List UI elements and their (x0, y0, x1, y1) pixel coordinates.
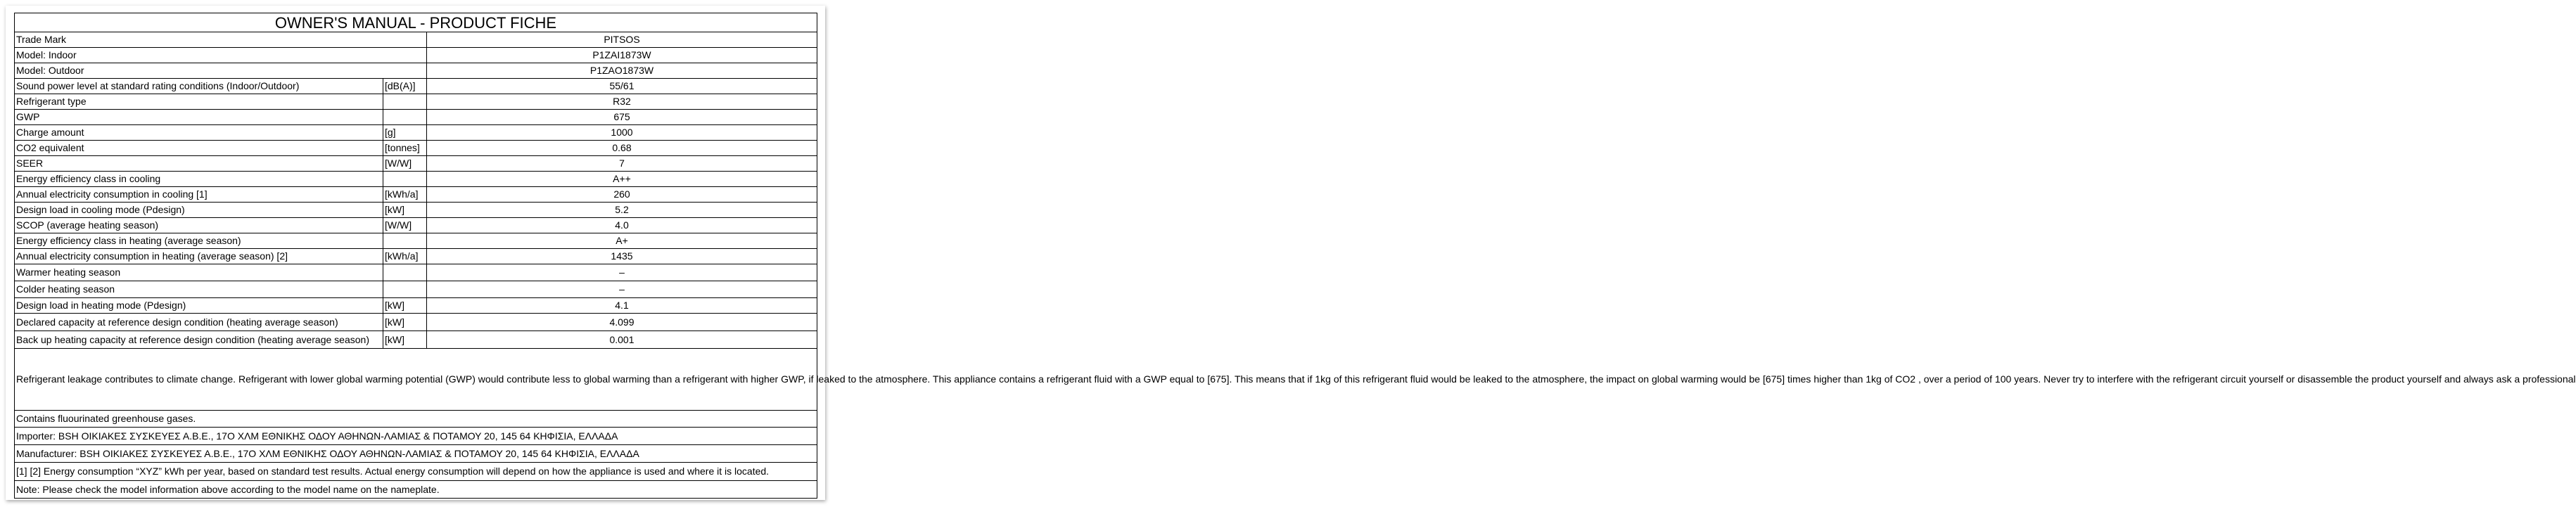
note-row (15, 445, 817, 463)
row-unit: [kWh/a] (383, 187, 427, 203)
row-unit: [kW] (383, 298, 427, 314)
row-value: A++ (427, 172, 817, 187)
row-label: Design load in heating mode (Pdesign) (15, 298, 383, 314)
row-value: – (427, 281, 817, 298)
row-label: Annual electricity consumption in cooling [1] (15, 187, 383, 203)
row-value: 0.001 (427, 331, 817, 349)
row-unit: [dB(A)] (383, 79, 427, 94)
table-row (15, 218, 817, 233)
row-value: 4.099 (427, 314, 817, 331)
row-value: 0.68 (427, 141, 817, 156)
row-label: Back up heating capacity at reference design condition (heating average season) (15, 331, 383, 349)
table-row (15, 249, 817, 264)
manufacturer-info: Manufacturer: BSH ΟΙΚΙΑΚΕΣ ΣΥΣΚΕΥΕΣ Α.Β.Ε., 17Ο ΧΛΜ ΕΘΝΙΚΗΣ ΟΔΟΥ ΑΘΗΝΩΝ-ΛΑΜΙΑΣ & ΠΟΤΑΜΟΥ 20, 145 64 ΚΗΦΙΣΙΑ, ΕΛΛΑΔΑ (15, 445, 817, 463)
note-row (15, 428, 817, 445)
row-value: P1ZAI1873W (427, 48, 817, 63)
table-row (15, 314, 817, 331)
row-value: 1435 (427, 249, 817, 264)
row-value: 675 (427, 110, 817, 125)
row-label: Charge amount (15, 125, 383, 141)
table-row (15, 331, 817, 349)
header-row (15, 48, 817, 63)
table-row (15, 264, 817, 281)
row-unit: [tonnes] (383, 141, 427, 156)
table-row (15, 156, 817, 172)
document-page (6, 6, 2576, 500)
row-label: SCOP (average heating season) (15, 218, 383, 233)
page-title: OWNER'S MANUAL - PRODUCT FICHE (15, 13, 817, 32)
row-unit: [kWh/a] (383, 249, 427, 264)
row-value: 1000 (427, 125, 817, 141)
row-label: Model: Indoor (15, 48, 427, 63)
row-value: 4.1 (427, 298, 817, 314)
row-unit (383, 172, 427, 187)
row-label: Energy efficiency class in cooling (15, 172, 383, 187)
row-value: – (427, 264, 817, 281)
row-label: Colder heating season (15, 281, 383, 298)
row-unit: [g] (383, 125, 427, 141)
row-unit (383, 264, 427, 281)
table-row (15, 203, 817, 218)
note-row (15, 463, 817, 481)
note-row (15, 349, 817, 411)
row-label: Energy efficiency class in heating (average season) (15, 233, 383, 249)
row-value: PITSOS (427, 32, 817, 48)
row-label: Declared capacity at reference design condition (heating average season) (15, 314, 383, 331)
title-row (15, 13, 817, 32)
row-label: Refrigerant type (15, 94, 383, 110)
row-value: 4.0 (427, 218, 817, 233)
row-label: Sound power level at standard rating conditions (Indoor/Outdoor) (15, 79, 383, 94)
table-row (15, 187, 817, 203)
row-value: 5.2 (427, 203, 817, 218)
table-row (15, 141, 817, 156)
table-row (15, 281, 817, 298)
row-unit (383, 94, 427, 110)
row-unit (383, 233, 427, 249)
header-row (15, 32, 817, 48)
row-unit: [W/W] (383, 156, 427, 172)
row-unit: [W/W] (383, 218, 427, 233)
model-info-note: Note: Please check the model information above according to the model name on the nameplate. (15, 481, 817, 499)
row-value: 7 (427, 156, 817, 172)
row-label: Design load in cooling mode (Pdesign) (15, 203, 383, 218)
table-row (15, 233, 817, 249)
row-unit (383, 110, 427, 125)
table-row (15, 172, 817, 187)
row-label: Warmer heating season (15, 264, 383, 281)
row-label: Model: Outdoor (15, 63, 427, 79)
row-value: R32 (427, 94, 817, 110)
greenhouse-gas-note: Contains fluourinated greenhouse gases. (15, 411, 817, 428)
row-value: A+ (427, 233, 817, 249)
row-unit (383, 281, 427, 298)
header-row (15, 63, 817, 79)
row-unit: [kW] (383, 203, 427, 218)
row-unit: [kW] (383, 314, 427, 331)
row-value: 260 (427, 187, 817, 203)
row-label: CO2 equivalent (15, 141, 383, 156)
row-label: SEER (15, 156, 383, 172)
note-row (15, 411, 817, 428)
refrigerant-warning-note: Refrigerant leakage contributes to climate change. Refrigerant with lower global warming potential (GWP) would contribute less to global warming than a refrigerant with higher GWP, if leaked to the atmosphere. This appliance contains a refrigerant fluid with a GWP equal to [675]. This means that if 1kg of this refrigerant fluid would be leaked to the atmosphere, the impact on global warming would be [675] times higher than 1kg of CO2 , over a period of 100 years. Never try to interfere with the refrigerant circuit yourself or disassemble the product yourself and always ask a professional (15, 349, 817, 411)
row-value: P1ZAO1873W (427, 63, 817, 79)
energy-consumption-footnote: [1] [2] Energy consumption “XYZ” kWh per year, based on standard test results. Actual energy consumption will depend on how the appliance is used and where it is located. (15, 463, 817, 481)
product-fiche-table (14, 13, 2576, 499)
row-unit: [kW] (383, 331, 427, 349)
row-label: GWP (15, 110, 383, 125)
table-row (15, 298, 817, 314)
table-row (15, 110, 817, 125)
row-value: 55/61 (427, 79, 817, 94)
note-row (15, 481, 817, 499)
table-row (15, 125, 817, 141)
row-label: Trade Mark (15, 32, 427, 48)
importer-info: Importer: BSH ΟΙΚΙΑΚΕΣ ΣΥΣΚΕΥΕΣ Α.Β.Ε., 17Ο ΧΛΜ ΕΘΝΙΚΗΣ ΟΔΟΥ ΑΘΗΝΩΝ-ΛΑΜΙΑΣ & ΠΟΤΑΜΟΥ 20, 145 64 ΚΗΦΙΣΙΑ, ΕΛΛΑΔΑ (15, 428, 817, 445)
table-row (15, 79, 817, 94)
table-row (15, 94, 817, 110)
row-label: Annual electricity consumption in heating (average season) [2] (15, 249, 383, 264)
